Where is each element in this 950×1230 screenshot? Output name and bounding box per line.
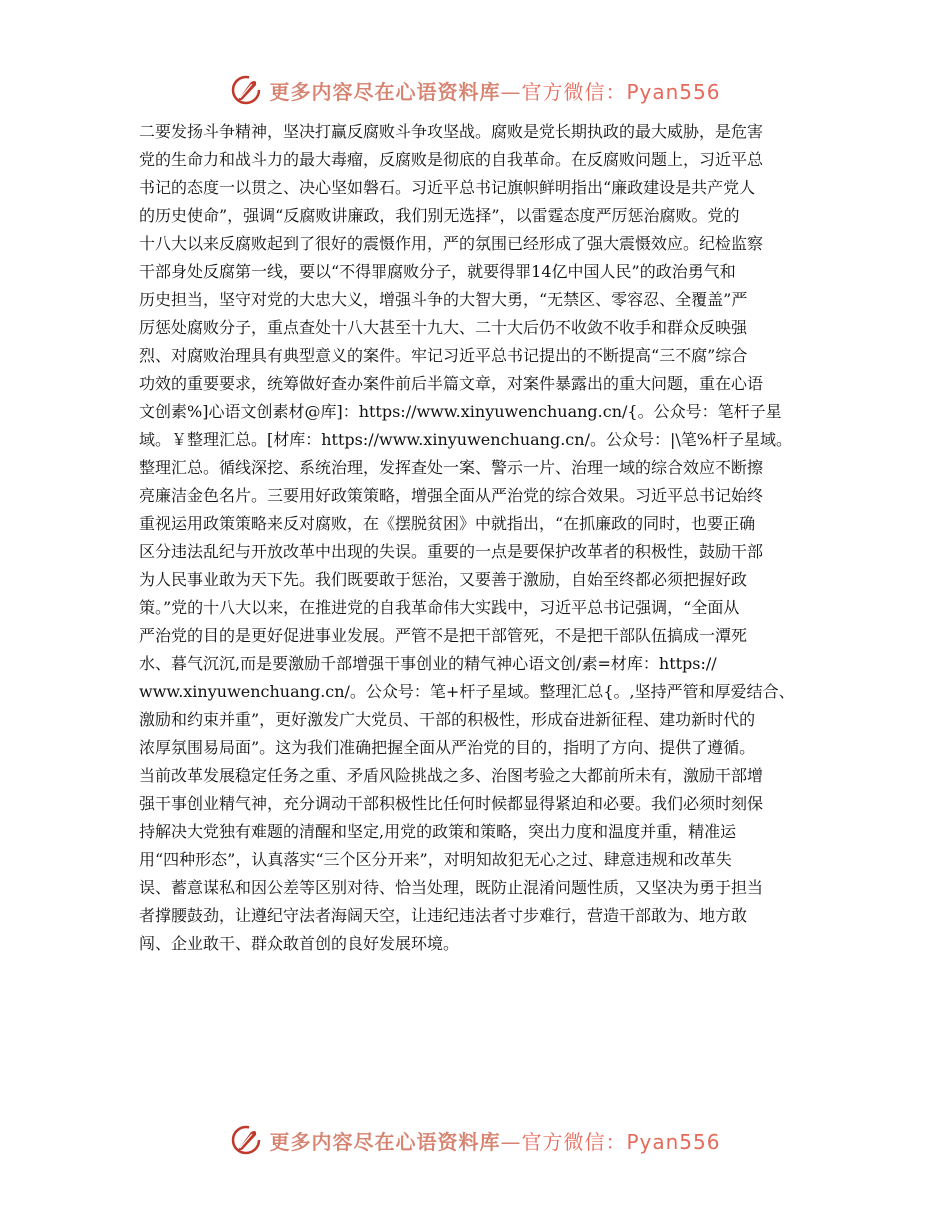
quill-pen-circle-icon (229, 73, 263, 107)
document-body-text: 二要发扬斗争精神，坚决打赢反腐败斗争攻坚战。腐败是党长期执政的最大威胁，是危害 党的生命力和战斗力的最大毒瘤，反腐败是彻底的自我革命。在反腐败问题上，习近平总 书记的态度一以贯之、决心坚如磐石。习近平总书记旗帜鲜明指出“廉政建设是共产党人 的历史使命”，强调“反腐败讲廉政，我们别无选择”，以雷霆态度严厉惩治腐败。党的 十八大以来反腐败起到了很好的震慑作用，严的氛围已经形成了强大震慑效应。纪检监察 干部身处反腐第一线，要以“不得罪腐败分子，就要得罪14亿中国人民”的政治勇气和 历史担当，坚守对党的大忠大义，增强斗争的大智大勇，“无禁区、零容忍、全覆盖”严 厉惩处腐败分子，重点查处十八大甚至十九大、二十大后仍不收敛不收手和群众反映强 烈、对腐败治理具有典型意义的案件。牢记习近平总书记提出的不断提高“三不腐”综合 功效的重要要求，统筹做好查办案件前后半篇文章，对案件暴露出的重大问题，重在心语 文创素%]心语文创素材@库]：https://www.xinyuwenchuang.cn/{。公众号：笔杆子星 域。￥整理汇总。[材库：https://www.xinyuwenchuang.cn/。公众号：|\笔%杆子星域。 整理汇总。循线深挖、系统治理，发挥查处一案、警示一片、治理一域的综合效应不断擦 亮廉洁金色名片。三要用好政策策略，增强全面从严治党的综合效果。习近平总书记始终 重视运用政策策略来反对腐败，在《摆脱贫困》中就指出，“在抓廉政的同时，也要正确 区分违法乱纪与开放改革中出现的失误。重要的一点是要保护改革者的积极性，鼓励干部 为人民事业敢为天下先。我们既要敢于惩治，又要善于激励，自始至终都必须把握好政 策。”党的十八大以来，在推进党的自我革命伟大实践中，习近平总书记强调，“全面从 严治党的目的是更好促进事业发展。严管不是把干部管死，不是把干部队伍搞成一潭死 水、暮气沉沉,而是要激励千部增强干事创业的精气神心语文创/素=材库：https:// www.xinyuwenchuang.cn/。公众号：笔+杆子星域。整理汇总{。,坚持严管和厚爱结合、 激励和约束并重”，更好激发广大党员、干部的积极性，形成奋进新征程、建功新时代的 浓厚氛围易局面”。这为我们准确把握全面从严治党的目的，指明了方向、提供了遵循。 当前改革发展稳定任务之重、矛盾风险挑战之多、治图考验之大都前所未有，激励干部增 强干事创业精气神，充分调动干部积极性比任何时候都显得紧迫和必要。我们必须时刻保 持解决大党独有难题的清醒和坚定,用党的政策和策略，突出力度和温度并重，精准运 用“四种形态”，认真落实“三个区分开来”，对明知故犯无心之过、肆意违规和改革失 误、蓄意谋私和因公差等区别对待、恰当处理，既防止混淆问题性质，又坚决为勇于担当 者撑腰鼓劲，让遵纪守法者海阔天空，让违纪违法者寸步难行，营造干部敢为、地方敢 闯、企业敢干、群众敢首创的良好发展环境。 (139, 122, 795, 953)
header-banner-main-text: 更多内容尽在心语资料库 (269, 79, 501, 104)
footer-banner-main-text: 更多内容尽在心语资料库 (269, 1129, 501, 1154)
header-banner-wechat-text: 官方微信：Pyan556 (521, 79, 721, 104)
header-banner-separator: — (500, 79, 522, 104)
quill-pen-circle-icon (229, 1123, 263, 1157)
header-banner-text (269, 76, 720, 105)
footer-banner-text (269, 1126, 720, 1155)
footer-banner (0, 1120, 950, 1160)
footer-banner-separator: — (500, 1129, 522, 1154)
header-banner (0, 70, 950, 110)
footer-banner-wechat-text: 官方微信：Pyan556 (521, 1129, 721, 1154)
